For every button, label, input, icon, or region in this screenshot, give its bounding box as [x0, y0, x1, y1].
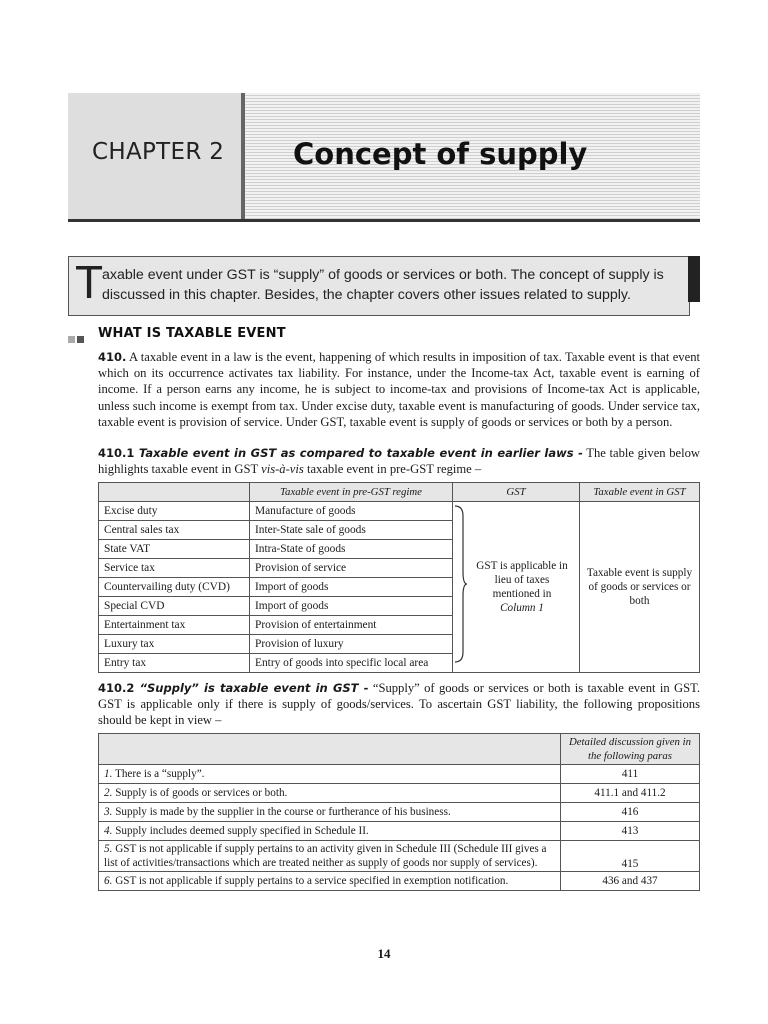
- row-text: Supply includes deemed supply specified in Schedule II.: [112, 825, 369, 837]
- row-text: Supply is of goods or services or both.: [112, 787, 288, 799]
- table-cell: Service tax: [99, 559, 250, 578]
- row-text: GST is not applicable if supply pertains to a service specified in exemption notification.: [112, 875, 509, 887]
- table-cell: Entry tax: [99, 654, 250, 673]
- table-cell: Luxury tax: [99, 635, 250, 654]
- table-cell: Provision of luxury: [250, 635, 453, 654]
- table-cell: 411.1 and 411.2: [561, 784, 700, 803]
- row-text: GST is not applicable if supply pertains to an activity given in Schedule III (Schedule III gives a list of activities/transactions which are treated neither as supply of goods nor supply of services).: [104, 843, 547, 869]
- propositions-table: [98, 733, 700, 891]
- para-text-2: taxable event in pre-GST regime –: [303, 462, 482, 477]
- para-text: The table given below highlights taxable event in GST: [98, 446, 700, 477]
- table-cell: Inter-State sale of goods: [250, 521, 453, 540]
- table-cell: 436 and 437: [561, 872, 700, 891]
- para-heading: “Supply” is taxable event in GST -: [134, 681, 369, 695]
- row-number: 5.: [104, 843, 113, 855]
- table-cell: State VAT: [99, 540, 250, 559]
- table-header-row: [99, 483, 700, 502]
- intro-dropcap: T: [75, 256, 104, 308]
- table-header-cell: [99, 734, 561, 765]
- table-cell: [99, 841, 561, 872]
- table-row: [99, 502, 700, 521]
- paragraph-410-1: [98, 445, 700, 477]
- chapter-header: [68, 93, 700, 219]
- row-number: 3.: [104, 806, 113, 818]
- table-cell: Countervailing duty (CVD): [99, 578, 250, 597]
- table-row: [99, 872, 700, 891]
- section-title: WHAT IS TAXABLE EVENT: [98, 326, 286, 341]
- table-cell: Excise duty: [99, 502, 250, 521]
- table-cell: 415: [561, 841, 700, 872]
- table-header-row: [99, 734, 700, 765]
- chapter-label-panel: [68, 93, 241, 219]
- page-number: 14: [377, 946, 391, 961]
- chapter-rule: [68, 219, 700, 222]
- table-header-cell: Taxable event in pre-GST regime: [250, 483, 453, 502]
- table-header-cell: GST: [453, 483, 580, 502]
- intro-box-shadow: [688, 256, 700, 302]
- paragraph-410: [98, 349, 700, 430]
- table-cell: Entertainment tax: [99, 616, 250, 635]
- para-number: 410.2: [98, 681, 135, 695]
- table-cell: Provision of service: [250, 559, 453, 578]
- table-cell: Provision of entertainment: [250, 616, 453, 635]
- brace-icon: [453, 504, 467, 664]
- table-row: [99, 784, 700, 803]
- gst-note-cell: [453, 502, 580, 673]
- table-cell: Entry of goods into specific local area: [250, 654, 453, 673]
- section-bullet-icon: [68, 330, 86, 348]
- para-text: “Supply” of goods or services or both is taxable event in GST. GST is applicable only if there is supply of goods/services. To ascertain GST liability, the following propositions should be kept in view –: [98, 681, 701, 728]
- table-cell: Import of goods: [250, 597, 453, 616]
- table-cell: Import of goods: [250, 578, 453, 597]
- row-number: 4.: [104, 825, 113, 837]
- chapter-title: Concept of supply: [293, 137, 588, 171]
- taxable-event-table: [98, 482, 700, 673]
- table-header-cell: Taxable event in GST: [580, 483, 700, 502]
- table-row: [99, 803, 700, 822]
- gst-note-column: Column 1: [500, 602, 544, 614]
- table-row: [99, 841, 700, 872]
- table-cell: 411: [561, 765, 700, 784]
- row-number: 2.: [104, 787, 113, 799]
- gst-note: GST is applicable in lieu of taxes mentioned in: [476, 560, 568, 600]
- row-text: There is a “supply”.: [112, 768, 205, 780]
- para-number: 410.: [98, 350, 127, 364]
- table-cell: 416: [561, 803, 700, 822]
- row-number: 6.: [104, 875, 113, 887]
- table-cell: [99, 822, 561, 841]
- table-cell: [99, 872, 561, 891]
- taxable-event-gst-cell: Taxable event is supply of goods or services or both: [580, 502, 700, 673]
- para-heading: Taxable event in GST as compared to taxable event in earlier laws -: [134, 446, 583, 460]
- table-cell: [99, 784, 561, 803]
- section-heading: [68, 326, 698, 344]
- row-number: 1.: [104, 768, 113, 780]
- table-cell: Special CVD: [99, 597, 250, 616]
- para-text: A taxable event in a law is the event, happening of which results in imposition of tax. Taxable event is that event which on its occurrence activates tax liability. For instance, under the Income-tax Act, taxable event is earning of income. If a person earns any income, he is subject to income-tax and provisions of Income-tax Act is applicable, unless such income is exempt from tax. Under excise duty, taxable event is manufacturing of goods. Under service tax, taxable event is provision of service. Under GST, taxable event is supply of goods or services or both by a person.: [98, 350, 700, 429]
- table-row: [99, 765, 700, 784]
- table-cell: [99, 765, 561, 784]
- table-cell: Central sales tax: [99, 521, 250, 540]
- para-italic: vis-à-vis: [261, 462, 304, 477]
- chapter-label: CHAPTER 2: [92, 139, 225, 165]
- table-cell: Intra-State of goods: [250, 540, 453, 559]
- table-row: [99, 822, 700, 841]
- table-cell: 413: [561, 822, 700, 841]
- table-header-cell: [99, 483, 250, 502]
- row-text: Supply is made by the supplier in the course or furtherance of his business.: [112, 806, 451, 818]
- intro-box: [68, 256, 690, 316]
- table-cell: [99, 803, 561, 822]
- table-cell: Manufacture of goods: [250, 502, 453, 521]
- table-header-cell: Detailed discussion given in the following paras: [561, 734, 700, 765]
- para-number: 410.1: [98, 446, 135, 460]
- intro-text: axable event under GST is “supply” of goods or services or both. The concept of supply is discussed in this chapter. Besides, the chapter covers other issues related to supply.: [102, 267, 664, 303]
- paragraph-410-2: [98, 680, 700, 729]
- chapter-title-panel: [245, 93, 700, 219]
